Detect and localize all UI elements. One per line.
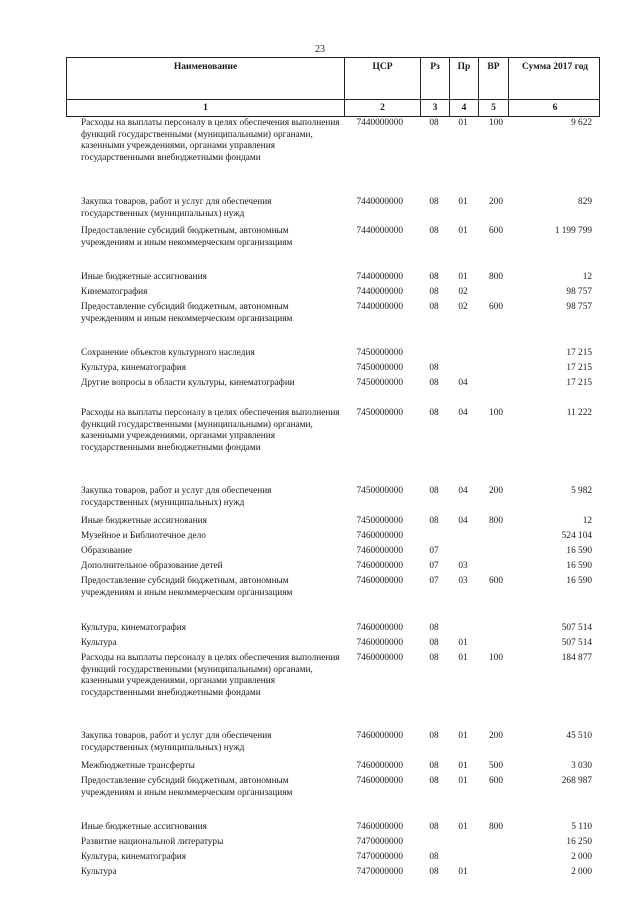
cell-pr: 04 xyxy=(458,486,468,496)
cell-name: Расходы на выплаты персоналу в целях обеспечения выполнения функций государственными (муниципальными) органами, казенными учреждениями, органами управления государственными внебюджетными фондами xyxy=(81,408,340,453)
cell-csr: 7460000000 xyxy=(356,531,403,541)
cell-name: Закупка товаров, работ и услуг для обеспечения государственных (муниципальных) нужд xyxy=(81,731,272,753)
cell-pr: 01 xyxy=(458,272,468,282)
cell-name: Иные бюджетные ассигнования xyxy=(81,516,207,526)
cell-csr: 7440000000 xyxy=(356,287,403,297)
cell-rz: 08 xyxy=(429,287,439,297)
table-header xyxy=(66,57,600,117)
cell-rz: 08 xyxy=(429,623,439,633)
cell-pr: 01 xyxy=(458,118,468,128)
cell-rz: 08 xyxy=(429,363,439,373)
cell-vr: 200 xyxy=(489,731,503,741)
cell-sum: 12 xyxy=(582,516,592,526)
cell-sum: 17 215 xyxy=(566,348,592,358)
cell-sum: 5 982 xyxy=(571,486,592,496)
cell-name: Культура xyxy=(81,867,117,877)
cell-name: Культура, кинематография xyxy=(81,852,187,862)
cell-rz: 08 xyxy=(429,408,439,418)
cell-sum: 12 xyxy=(582,272,592,282)
header-pr: Пр xyxy=(457,62,471,72)
cell-rz: 08 xyxy=(429,653,439,663)
cell-csr: 7450000000 xyxy=(356,363,403,373)
cell-pr: 01 xyxy=(458,776,468,786)
header-name: Наименование xyxy=(173,62,238,72)
cell-name: Культура, кинематография xyxy=(81,363,187,373)
cell-rz: 08 xyxy=(429,852,439,862)
cell-rz: 08 xyxy=(429,272,439,282)
cell-rz: 08 xyxy=(429,197,439,207)
cell-csr: 7440000000 xyxy=(356,226,403,236)
cell-sum: 524 104 xyxy=(561,531,592,541)
header-csr: ЦСР xyxy=(372,62,393,72)
header-sum-cell xyxy=(509,58,601,116)
cell-pr: 01 xyxy=(458,197,468,207)
cell-csr: 7440000000 xyxy=(356,197,403,207)
cell-name: Предоставление субсидий бюджетным, автономным учреждениям и иным некоммерческим организациям xyxy=(81,776,293,798)
cell-vr: 500 xyxy=(489,761,503,771)
cell-rz: 08 xyxy=(429,516,439,526)
cell-sum: 2 000 xyxy=(571,852,592,862)
cell-rz: 08 xyxy=(429,486,439,496)
cell-name: Образование xyxy=(81,546,132,556)
cell-pr: 01 xyxy=(458,731,468,741)
cell-csr: 7460000000 xyxy=(356,561,403,571)
header-rz-cell xyxy=(421,58,450,116)
cell-csr: 7460000000 xyxy=(356,576,403,586)
cell-csr: 7450000000 xyxy=(356,348,403,358)
cell-name: Закупка товаров, работ и услуг для обеспечения государственных (муниципальных) нужд xyxy=(81,197,272,219)
cell-name: Музейное и Библиотечное дело xyxy=(81,531,206,541)
cell-name: Культура xyxy=(81,638,117,648)
cell-sum: 507 514 xyxy=(561,638,592,648)
cell-vr: 800 xyxy=(489,822,503,832)
cell-csr: 7450000000 xyxy=(356,516,403,526)
cell-pr: 01 xyxy=(458,638,468,648)
cell-pr: 02 xyxy=(458,302,468,312)
cell-sum: 5 110 xyxy=(571,822,592,832)
page-number: 23 xyxy=(315,44,325,55)
cell-sum: 184 877 xyxy=(561,653,592,663)
cell-pr: 03 xyxy=(458,576,468,586)
cell-csr: 7440000000 xyxy=(356,118,403,128)
cell-csr: 7460000000 xyxy=(356,638,403,648)
cell-name: Предоставление субсидий бюджетным, автономным учреждениям и иным некоммерческим организациям xyxy=(81,226,293,248)
cell-vr: 200 xyxy=(489,486,503,496)
header-num-1: 1 xyxy=(203,103,208,113)
cell-rz: 07 xyxy=(429,576,439,586)
cell-vr: 600 xyxy=(489,226,503,236)
header-pr-cell xyxy=(450,58,479,116)
cell-name: Дополнительное образование детей xyxy=(81,561,223,571)
cell-rz: 08 xyxy=(429,761,439,771)
header-name-cell xyxy=(67,58,345,116)
cell-name: Развитие национальной литературы xyxy=(81,837,224,847)
cell-name: Другие вопросы в области культуры, кинематографии xyxy=(81,378,295,388)
cell-csr: 7450000000 xyxy=(356,378,403,388)
cell-csr: 7440000000 xyxy=(356,302,403,312)
header-num-3: 3 xyxy=(432,103,438,113)
cell-sum: 3 030 xyxy=(571,761,592,771)
cell-sum: 16 590 xyxy=(566,576,592,586)
header-num-2: 2 xyxy=(380,103,385,113)
cell-rz: 08 xyxy=(429,302,439,312)
cell-vr: 100 xyxy=(489,408,503,418)
cell-vr: 600 xyxy=(489,576,503,586)
cell-pr: 04 xyxy=(458,516,468,526)
cell-csr: 7470000000 xyxy=(356,837,403,847)
cell-csr: 7460000000 xyxy=(356,623,403,633)
cell-rz: 08 xyxy=(429,378,439,388)
cell-csr: 7440000000 xyxy=(356,272,403,282)
header-rz: Рз xyxy=(430,62,440,72)
cell-rz: 07 xyxy=(429,546,439,556)
cell-vr: 100 xyxy=(489,118,503,128)
cell-sum: 16 590 xyxy=(566,546,592,556)
header-vr-cell xyxy=(479,58,509,116)
cell-name: Сохранение объектов культурного наследия xyxy=(81,348,255,358)
cell-vr: 800 xyxy=(489,516,503,526)
cell-vr: 200 xyxy=(489,197,503,207)
cell-sum: 1 199 799 xyxy=(554,226,592,236)
header-num-5: 5 xyxy=(491,103,496,113)
cell-sum: 17 215 xyxy=(566,363,592,373)
cell-vr: 600 xyxy=(489,776,503,786)
cell-rz: 08 xyxy=(429,822,439,832)
cell-csr: 7450000000 xyxy=(356,486,403,496)
cell-rz: 07 xyxy=(429,561,439,571)
cell-pr: 03 xyxy=(458,561,468,571)
cell-name: Предоставление субсидий бюджетным, автономным учреждениям и иным некоммерческим организациям xyxy=(81,302,293,324)
cell-pr: 01 xyxy=(458,761,468,771)
cell-vr: 800 xyxy=(489,272,503,282)
cell-pr: 01 xyxy=(458,226,468,236)
cell-pr: 02 xyxy=(458,287,468,297)
header-sum: Сумма 2017 год xyxy=(522,62,588,72)
cell-name: Культура, кинематография xyxy=(81,623,187,633)
cell-sum: 11 222 xyxy=(566,408,592,418)
cell-csr: 7460000000 xyxy=(356,761,403,771)
cell-sum: 45 510 xyxy=(566,731,592,741)
cell-sum: 16 250 xyxy=(566,837,592,847)
header-divider xyxy=(67,99,599,100)
header-csr-cell xyxy=(345,58,421,116)
cell-csr: 7450000000 xyxy=(356,408,403,418)
cell-rz: 08 xyxy=(429,731,439,741)
cell-sum: 507 514 xyxy=(561,623,592,633)
cell-vr: 600 xyxy=(489,302,503,312)
cell-rz: 08 xyxy=(429,638,439,648)
header-vr: ВР xyxy=(487,62,500,72)
cell-name: Иные бюджетные ассигнования xyxy=(81,272,207,282)
cell-csr: 7460000000 xyxy=(356,653,403,663)
cell-csr: 7460000000 xyxy=(356,822,403,832)
cell-name: Закупка товаров, работ и услуг для обеспечения государственных (муниципальных) нужд xyxy=(81,486,272,508)
cell-pr: 01 xyxy=(458,822,468,832)
cell-name: Иные бюджетные ассигнования xyxy=(81,822,207,832)
cell-sum: 98 757 xyxy=(566,302,592,312)
cell-name: Кинематография xyxy=(81,287,148,297)
cell-csr: 7460000000 xyxy=(356,731,403,741)
cell-sum: 98 757 xyxy=(566,287,592,297)
cell-sum: 829 xyxy=(578,197,592,207)
cell-rz: 08 xyxy=(429,776,439,786)
cell-sum: 16 590 xyxy=(566,561,592,571)
cell-sum: 9 622 xyxy=(571,118,592,128)
header-num-4: 4 xyxy=(461,103,467,113)
header-num-6: 6 xyxy=(552,103,558,113)
cell-sum: 268 987 xyxy=(561,776,592,786)
cell-name: Межбюджетные трансферты xyxy=(81,761,195,771)
cell-rz: 08 xyxy=(429,118,439,128)
cell-csr: 7470000000 xyxy=(356,867,403,877)
cell-vr: 100 xyxy=(489,653,503,663)
cell-pr: 04 xyxy=(458,408,468,418)
cell-name: Расходы на выплаты персоналу в целях обеспечения выполнения функций государственными (муниципальными) органами, казенными учреждениями, органами управления государственными внебюджетными фондами xyxy=(81,653,340,698)
cell-pr: 01 xyxy=(458,867,468,877)
cell-csr: 7460000000 xyxy=(356,776,403,786)
cell-csr: 7470000000 xyxy=(356,852,403,862)
cell-pr: 01 xyxy=(458,653,468,663)
cell-rz: 08 xyxy=(429,226,439,236)
cell-name: Предоставление субсидий бюджетным, автономным учреждениям и иным некоммерческим организациям xyxy=(81,576,293,598)
cell-pr: 04 xyxy=(458,378,468,388)
cell-sum: 2 000 xyxy=(571,867,592,877)
cell-csr: 7460000000 xyxy=(356,546,403,556)
cell-sum: 17 215 xyxy=(566,378,592,388)
cell-name: Расходы на выплаты персоналу в целях обеспечения выполнения функций государственными (муниципальными) органами, казенными учреждениями, органами управления государственными внебюджетными фондами xyxy=(81,118,340,163)
cell-rz: 08 xyxy=(429,867,439,877)
